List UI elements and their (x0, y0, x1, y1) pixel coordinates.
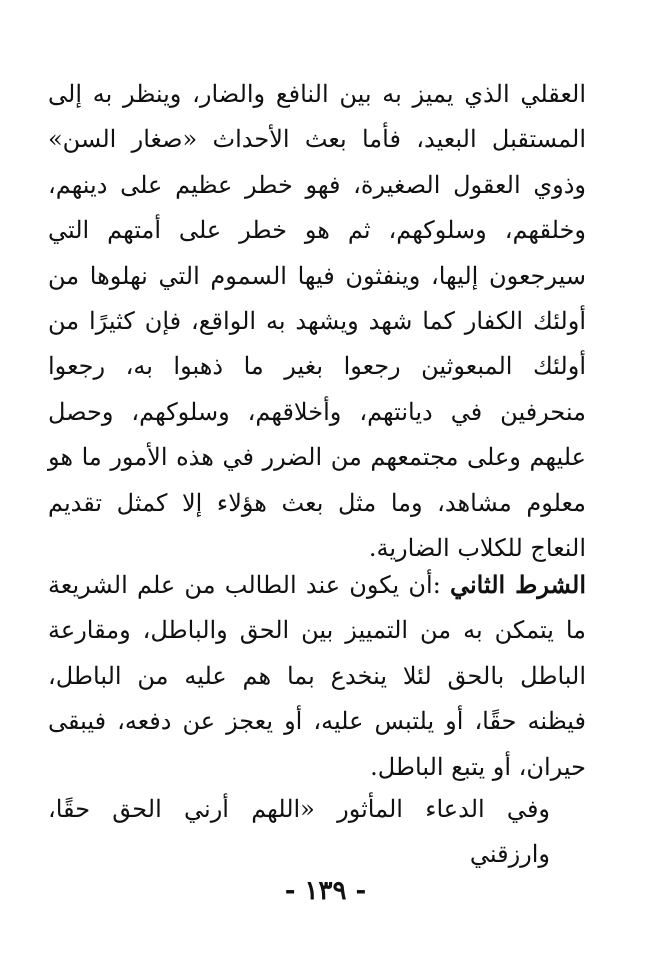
paragraph-3: وفي الدعاء المأثور «اللهم أرني الحق حقًا، وارزقني (48, 795, 550, 869)
paragraph-2-body: :أن يكون عند الطالب من علم الشريعة ما يتمكن به من التمييز بين الحق والباطل، ومقارعة الباطل بالحق لئلا ينخدع بما هم عليه من الباطل، فيظنه حقًا، أو يلتبس عليه، أو يعجز عن دفعه، فيبقى حيران، أو يتبع الباطل. (48, 571, 586, 781)
page-number: - ١٣٩ - (284, 876, 367, 906)
paragraph-2 (48, 562, 586, 790)
condition-heading: الشرط الثاني (450, 570, 586, 599)
paragraph-1: العقلي الذي يميز به بين النافع والضار، وينظر به إلى المستقبل البعيد، فأما بعث الأحداث «صغار السن» وذوي العقول الصغيرة، فهو خطر عظيم على دينهم، وخلقهم، وسلوكهم، ثم هو خطر على أمتهم التي سيرجعون إليها، وينفثون فيها السموم التي نهلوها من أولئك الكفار كما شهد ويشهد به الواقع، فإن كثيرًا من أولئك المبعوثين رجعوا بغير ما ذهبوا به، رجعوا منحرفين في ديانتهم، وأخلاقهم، وسلوكهم، وحصل عليهم وعلى مجتمعهم من الضرر في هذه الأمور ما هو معلوم مشاهد، وما مثل بعث هؤلاء إلا كمثل تقديم النعاج للكلاب الضارية. (48, 80, 587, 563)
